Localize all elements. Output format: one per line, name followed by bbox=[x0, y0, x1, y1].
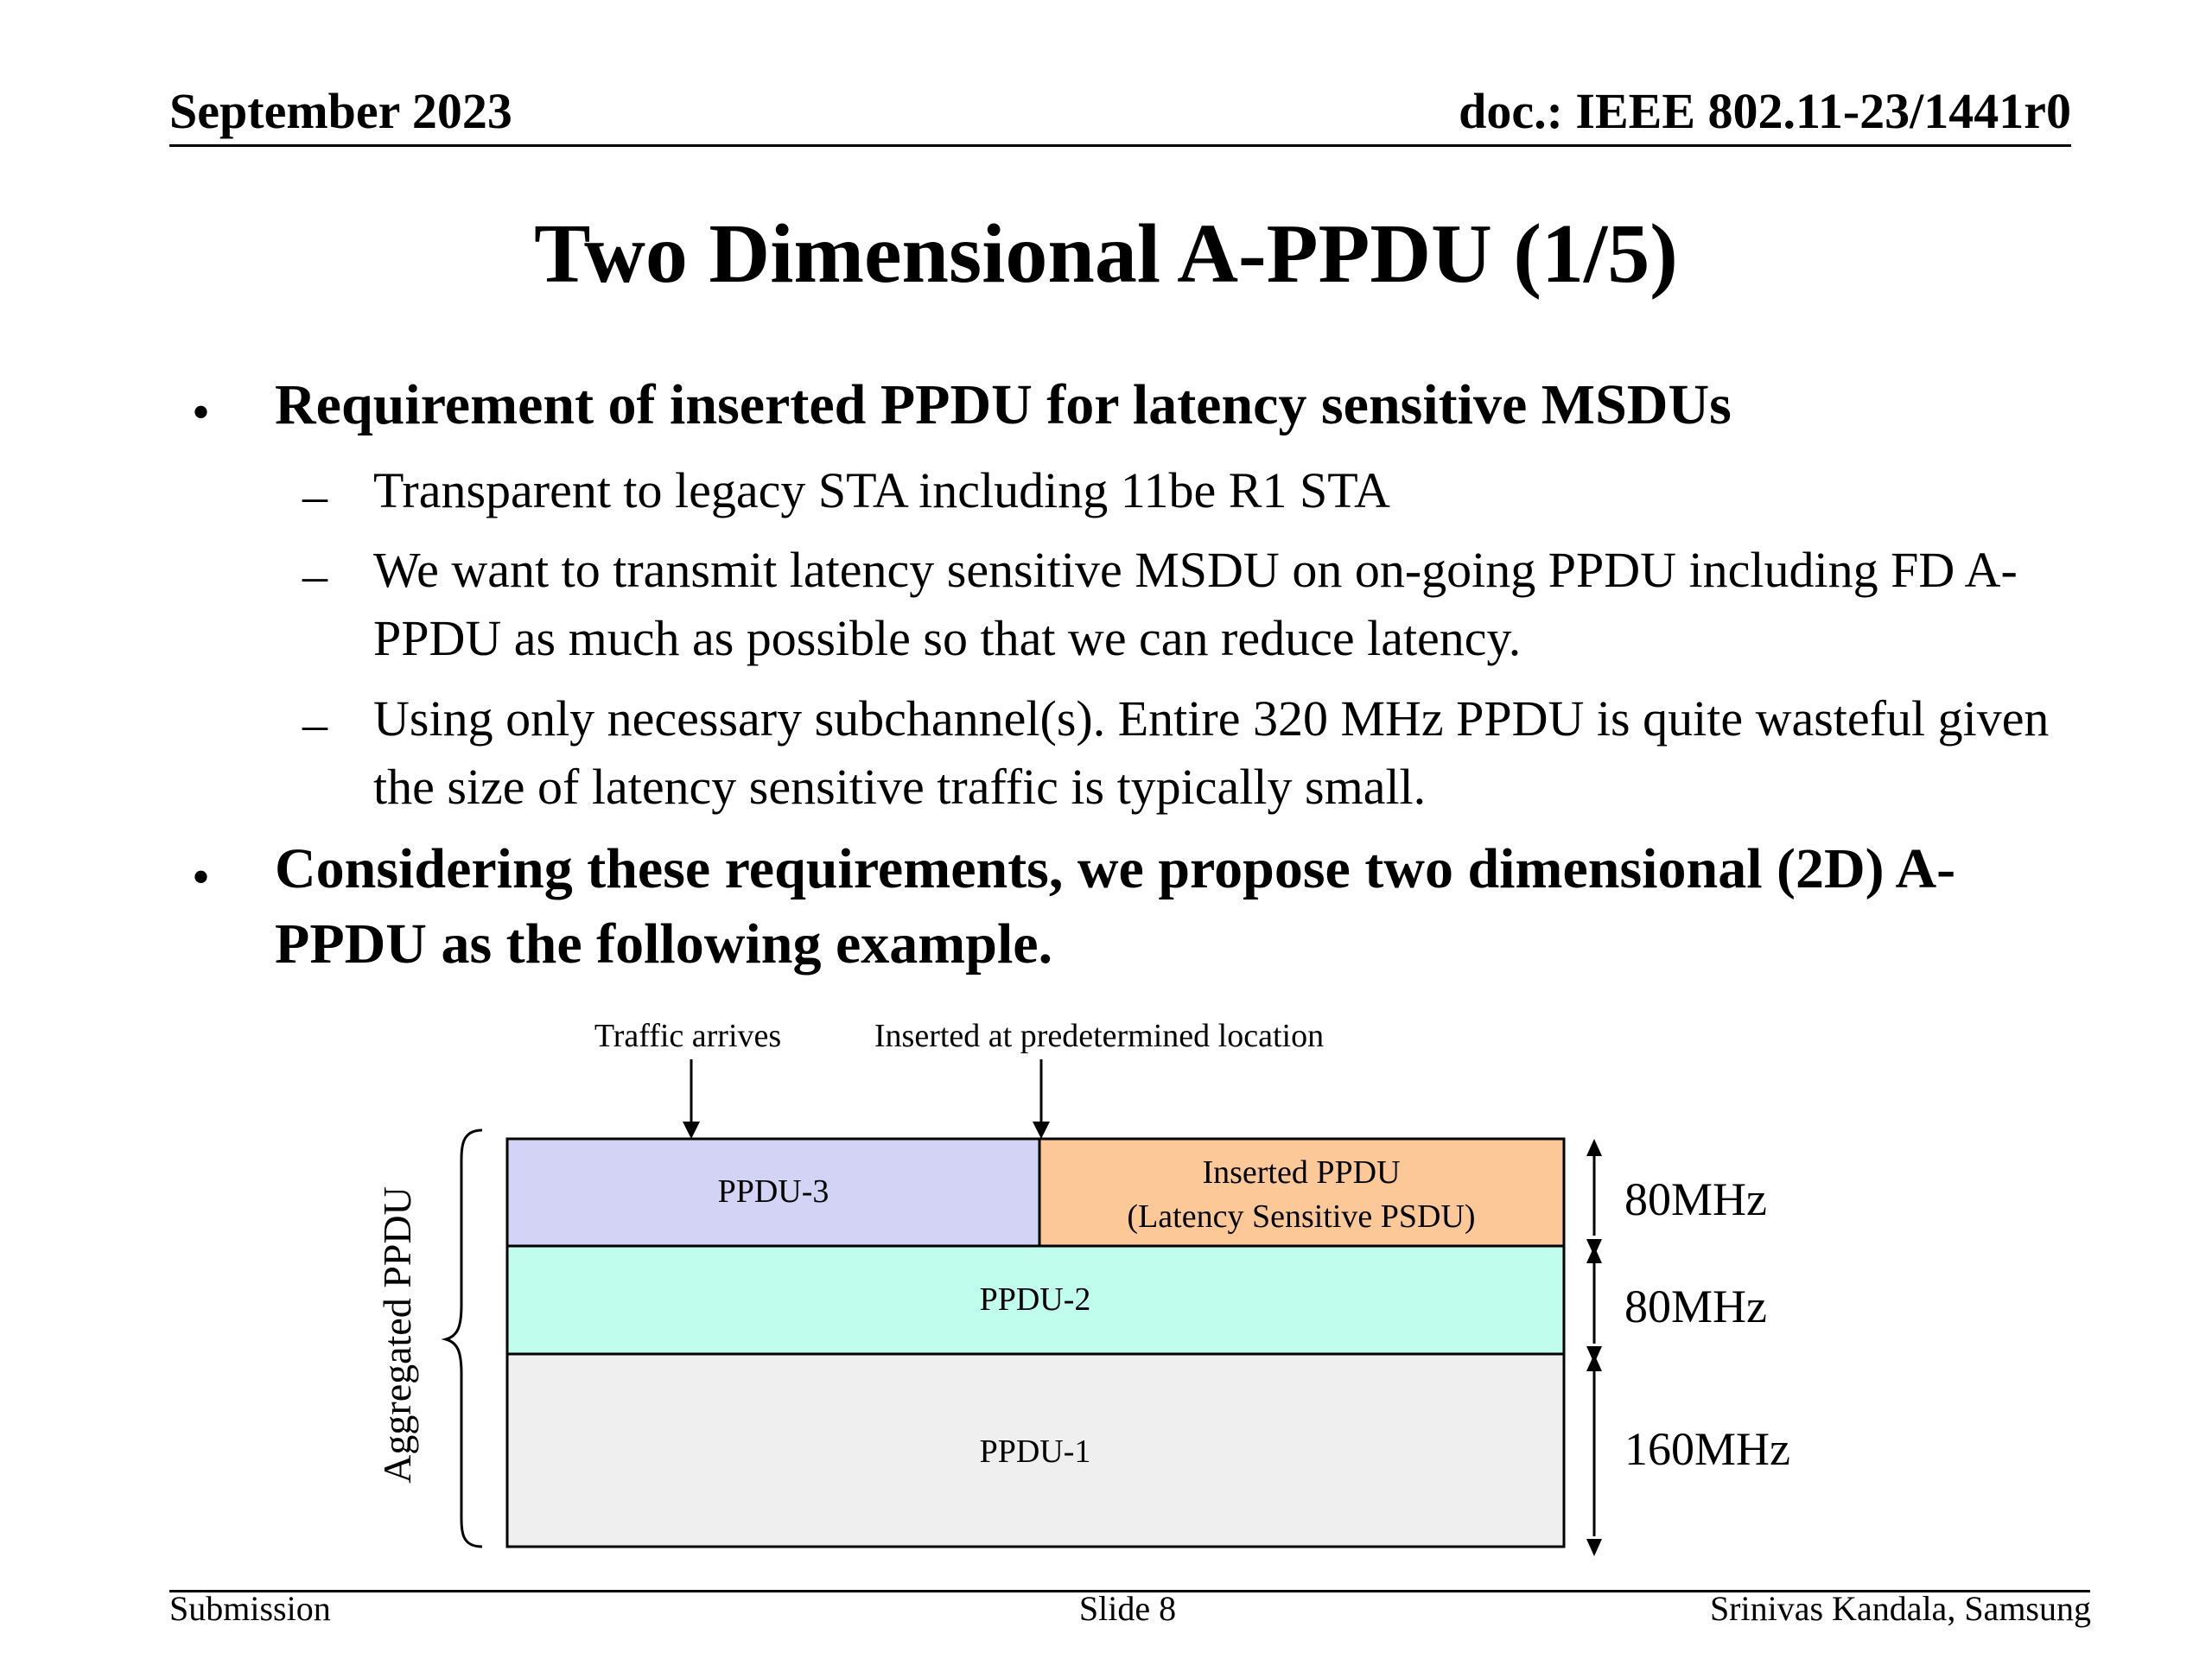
bandwidth-label-bottom: 160MHz bbox=[1624, 1423, 1790, 1475]
header-doc-id: doc.: IEEE 802.11-23/1441r0 bbox=[1459, 83, 2071, 139]
footer-slide-number: Slide 8 bbox=[1078, 1589, 1177, 1628]
sub-bullet-marker: – bbox=[302, 467, 327, 524]
slide-title: Two Dimensional A-PPDU (1/5) bbox=[534, 207, 1678, 301]
annotation-traffic-arrives: Traffic arrives bbox=[594, 1018, 782, 1054]
bandwidth-label-mid: 80MHz bbox=[1624, 1281, 1767, 1332]
bandwidth-label-top: 80MHz bbox=[1624, 1173, 1767, 1225]
bandwidth-arrow-head bbox=[1586, 1354, 1602, 1371]
bandwidth-arrow-head bbox=[1586, 1246, 1602, 1263]
bullet-text: Considering these requirements, we propose two dimensional (2D) A-PPDU as the following example. bbox=[275, 837, 1956, 976]
inserted-ppdu-sublabel: (Latency Sensitive PSDU) bbox=[1127, 1198, 1476, 1235]
traffic-arrow-head bbox=[683, 1122, 700, 1139]
bullet-marker: • bbox=[192, 849, 211, 906]
sub-bullet-marker: – bbox=[302, 547, 327, 603]
bullet-marker: • bbox=[192, 384, 211, 441]
sub-bullet-text: Using only necessary subchannel(s). Entire 320 MHz PPDU is quite wasteful given the size of latency sensitive traffic is typically small. bbox=[373, 690, 2050, 815]
brace-label: Aggregated PPDU bbox=[375, 1186, 419, 1484]
ppdu-2-label: PPDU-2 bbox=[979, 1281, 1091, 1318]
inserted-ppdu-label: Inserted PPDU bbox=[1202, 1154, 1401, 1191]
sub-bullet-marker: – bbox=[302, 696, 327, 752]
ppdu-1-label: PPDU-1 bbox=[979, 1433, 1091, 1470]
bandwidth-arrow-head bbox=[1586, 1539, 1602, 1556]
brace-icon bbox=[446, 1130, 482, 1547]
footer-submission: Submission bbox=[169, 1589, 331, 1628]
sub-bullet-text: Transparent to legacy STA including 11be R1 STA bbox=[373, 462, 1390, 518]
header-date: September 2023 bbox=[169, 83, 512, 139]
bandwidth-arrow-head bbox=[1586, 1139, 1602, 1156]
annotation-inserted-location: Inserted at predetermined location bbox=[874, 1018, 1325, 1054]
bullet-text: Requirement of inserted PPDU for latency sensitive MSDUs bbox=[275, 373, 1732, 436]
inserted-arrow-head bbox=[1033, 1122, 1050, 1139]
footer-author: Srinivas Kandala, Samsung bbox=[1709, 1589, 2091, 1628]
sub-bullet-text: We want to transmit latency sensitive MSDU on on-going PPDU including FD A-PPDU as much as possible so that we can reduce latency. bbox=[373, 542, 2018, 666]
ppdu-3-label: PPDU-3 bbox=[717, 1173, 830, 1210]
